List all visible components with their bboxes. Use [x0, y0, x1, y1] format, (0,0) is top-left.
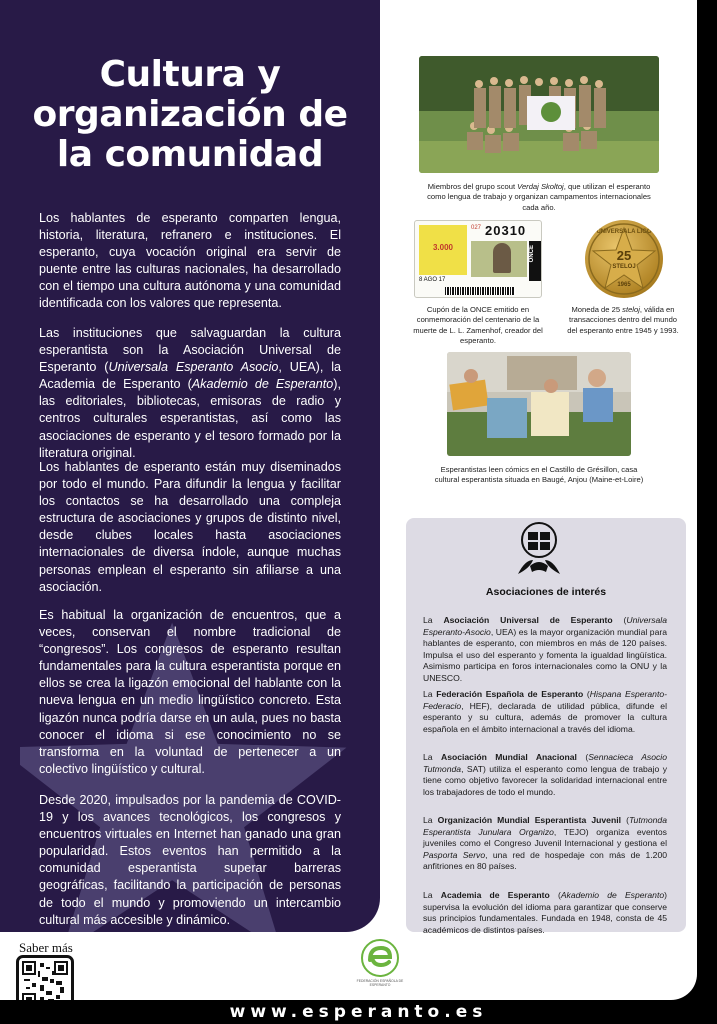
text-span: ), las editoriales, bibliotecas, emisoras de radio y centros culturales esperantistas, así como las asociaciones de esperanto y el tesoro formado por la literatura original.: [39, 377, 341, 460]
coin-value: 25: [616, 248, 632, 263]
association-hef: [423, 689, 667, 735]
text-span: (: [583, 689, 590, 699]
left-panel: [0, 0, 380, 932]
paragraph-intro: Los hablantes de esperanto comparten lengua, historia, literatura, refranero e instituciones. El esperanto, cuya vocación original era servir de puente entre las culturas nacionales, ha desarrollado con el tiempo una cultura autónoma y una comunidad identificada con los valores que representa.: [39, 211, 341, 311]
text-span: La: [423, 815, 438, 825]
comics-caption: Esperantistas leen cómics en el Castillo de Grésillon, casa cultural esperantista situada en Baugé, Anjou (Maine-et-Loire): [434, 465, 644, 485]
text-span: (: [620, 815, 629, 825]
coupon-number: 20310: [485, 223, 527, 238]
text-span: (: [549, 890, 561, 900]
coupon-date: 8 AGO 17: [419, 277, 446, 283]
text-span: (: [612, 615, 627, 625]
coupon-series: 027: [471, 225, 482, 231]
association-alt-name: Sennacieca Asocio Tutmonda: [423, 752, 667, 774]
paragraph-speakers: Los hablantes de esperanto están muy diseminados por todo el mundo. Para difundir la lengua y facilitar los contactos se ha desarrollado una compleja estructura de asociaciones y grupos de distinto nivel, desde clubes locales hasta asociaciones internacionales de diversa índole, aunque muchas personas emplean el esperanto sin afiliarse a una asociación.: [39, 460, 341, 594]
text-span: La: [423, 615, 444, 625]
paragraph-congresses: Es habitual la organización de encuentros, que a veces, conservan el nombre tradicional de “congresos”. Los congresos de esperanto resultan fundamentales para la cultura esperantista porque en ellos se crea la ligazón emocional del hablante con la nueva lengua en un medio lingüístico concreto. Esta ligazón nunca podría darse en un aula, pues no basta conocer el idioma si ese conocimiento no se transforma en la voluntad de pertenecer a un colectivo lingüístico y cultural.: [39, 608, 341, 776]
text-span: , válida en transacciones dentro del mundo del esperanto entre 1945 y 1993.: [567, 305, 679, 335]
qr-code[interactable]: [16, 955, 74, 1000]
text-span: La: [423, 890, 441, 900]
text-span: , que utilizan el esperanto como lengua de trabajo y organizan campamentos internacionales cada año.: [427, 182, 651, 212]
coupon-caption: Cupón de la ONCE emitido en conmemoración del centenario de la muerte de L. L. Zamenhof, creador del esperanto.: [413, 305, 543, 346]
association-alt-name: Akademio de Esperanto: [560, 890, 665, 900]
associations-icon: [514, 518, 564, 578]
association-name: Federación Española de Esperanto: [436, 689, 584, 699]
logo-text: FEDERACIÓN ESPAÑOLA DE ESPERANTO: [356, 979, 404, 988]
federation-logo: [356, 938, 404, 998]
association-tejo: [423, 815, 667, 873]
text-span-italic: Universala Esperanto Asocio: [108, 360, 279, 375]
text-span: , una red de hospedaje con más de 1.200 anfitriones en 80 países.: [423, 849, 668, 872]
association-name: Organización Mundial Esperantista Juvenil: [437, 815, 621, 825]
comics-photo: [447, 352, 631, 456]
text-span: , TEJO) organiza eventos juveniles como el Congreso Juvenil Internacional y gestiona el: [423, 826, 667, 849]
text-span: La: [423, 689, 437, 699]
coin-caption: [565, 305, 681, 336]
text-span: , UEA) es la mayor organización mundial para hablantes de esperanto, con miembros en más de 120 países. Impulsa el uso del esperanto y fomenta la igualdad lingüística. Asimismo participa en foros internacionales como la ONU y la UNESCO.: [423, 626, 667, 683]
coin-unit: STELOJ: [612, 264, 636, 270]
scouts-photo: [419, 56, 659, 173]
text-span: Miembros del grupo scout: [427, 182, 518, 191]
association-name: Asociación Universal de Esperanto: [443, 615, 613, 625]
association-alt-name: Hispana Esperanto-Federacio: [423, 689, 667, 711]
text-span-italic: Verdaj Skoltoj: [517, 182, 564, 191]
text-span: Moneda de 25: [571, 305, 623, 314]
text-span: , UEA), la Academia de Esperanto (: [39, 360, 342, 392]
text-span: La: [423, 752, 441, 762]
coin-year: 1965: [617, 282, 631, 288]
scouts-caption: [419, 182, 659, 213]
text-span: (: [576, 752, 589, 762]
association-sat: [423, 752, 667, 798]
footer-url[interactable]: www.esperanto.es: [229, 1002, 488, 1022]
page-title: Cultura y organización de la comunidad: [32, 54, 348, 175]
association-alt-name: Pasporta Servo: [423, 849, 486, 860]
text-span: Las instituciones que salvaguardan la cultura esperantista son la Asociación Universal de Esperanto (: [39, 326, 341, 375]
text-span-italic: Akademio de Esperanto: [191, 377, 334, 392]
paragraph-institutions: [39, 325, 341, 462]
once-coupon: [414, 220, 542, 298]
association-academy: [423, 890, 667, 936]
coin-image: [585, 220, 663, 298]
text-span-italic: steloj: [622, 305, 640, 314]
association-uea: [423, 615, 667, 685]
paragraph-virtual: Desde 2020, impulsados por la pandemia de COVID-19 y los avances tecnológicos, los congresos y encuentros virtuales en Internet han ganado una gran popularidad. Estos eventos han permitido a la comunidad esperantista superar barreras geográficas, facilitando la participación de personas de todo el mundo y promoviendo un intercambio cultural más accesible y dinámico.: [39, 793, 341, 927]
text-span: , SAT) utiliza el esperanto como lengua de trabajo y tiene como objetivo favorecer la solidaridad internacional entre los trabajadores de todo el mundo.: [423, 763, 667, 797]
association-alt-name: Tutmonda Esperantista Junulara Organizo: [423, 815, 667, 837]
associations-heading: Asociaciones de interés: [485, 586, 607, 598]
text-span: , HEF), declarada de utilidad pública, difunde el esperanto y su cultura, además de promover la cultura española en el ámbito internacional a través del idioma.: [423, 700, 667, 734]
text-span: ) supervisa la evolución del idioma para garantizar que conserve sus principios fundamentales. Fundada en 1948, consta de 45 académicos de distintos países.: [423, 890, 667, 935]
association-name: Asociación Mundial Anacional: [440, 752, 577, 762]
saber-mas-label: Saber más: [19, 940, 73, 955]
association-name: Academia de Esperanto: [440, 890, 550, 900]
association-alt-name: Universala Esperanto-Asocio: [423, 615, 667, 637]
coupon-brand: ONCE: [529, 245, 535, 263]
coin-top-text: UNIVERSALA LIGO: [596, 229, 652, 235]
coupon-prize: 3.000: [432, 243, 454, 252]
